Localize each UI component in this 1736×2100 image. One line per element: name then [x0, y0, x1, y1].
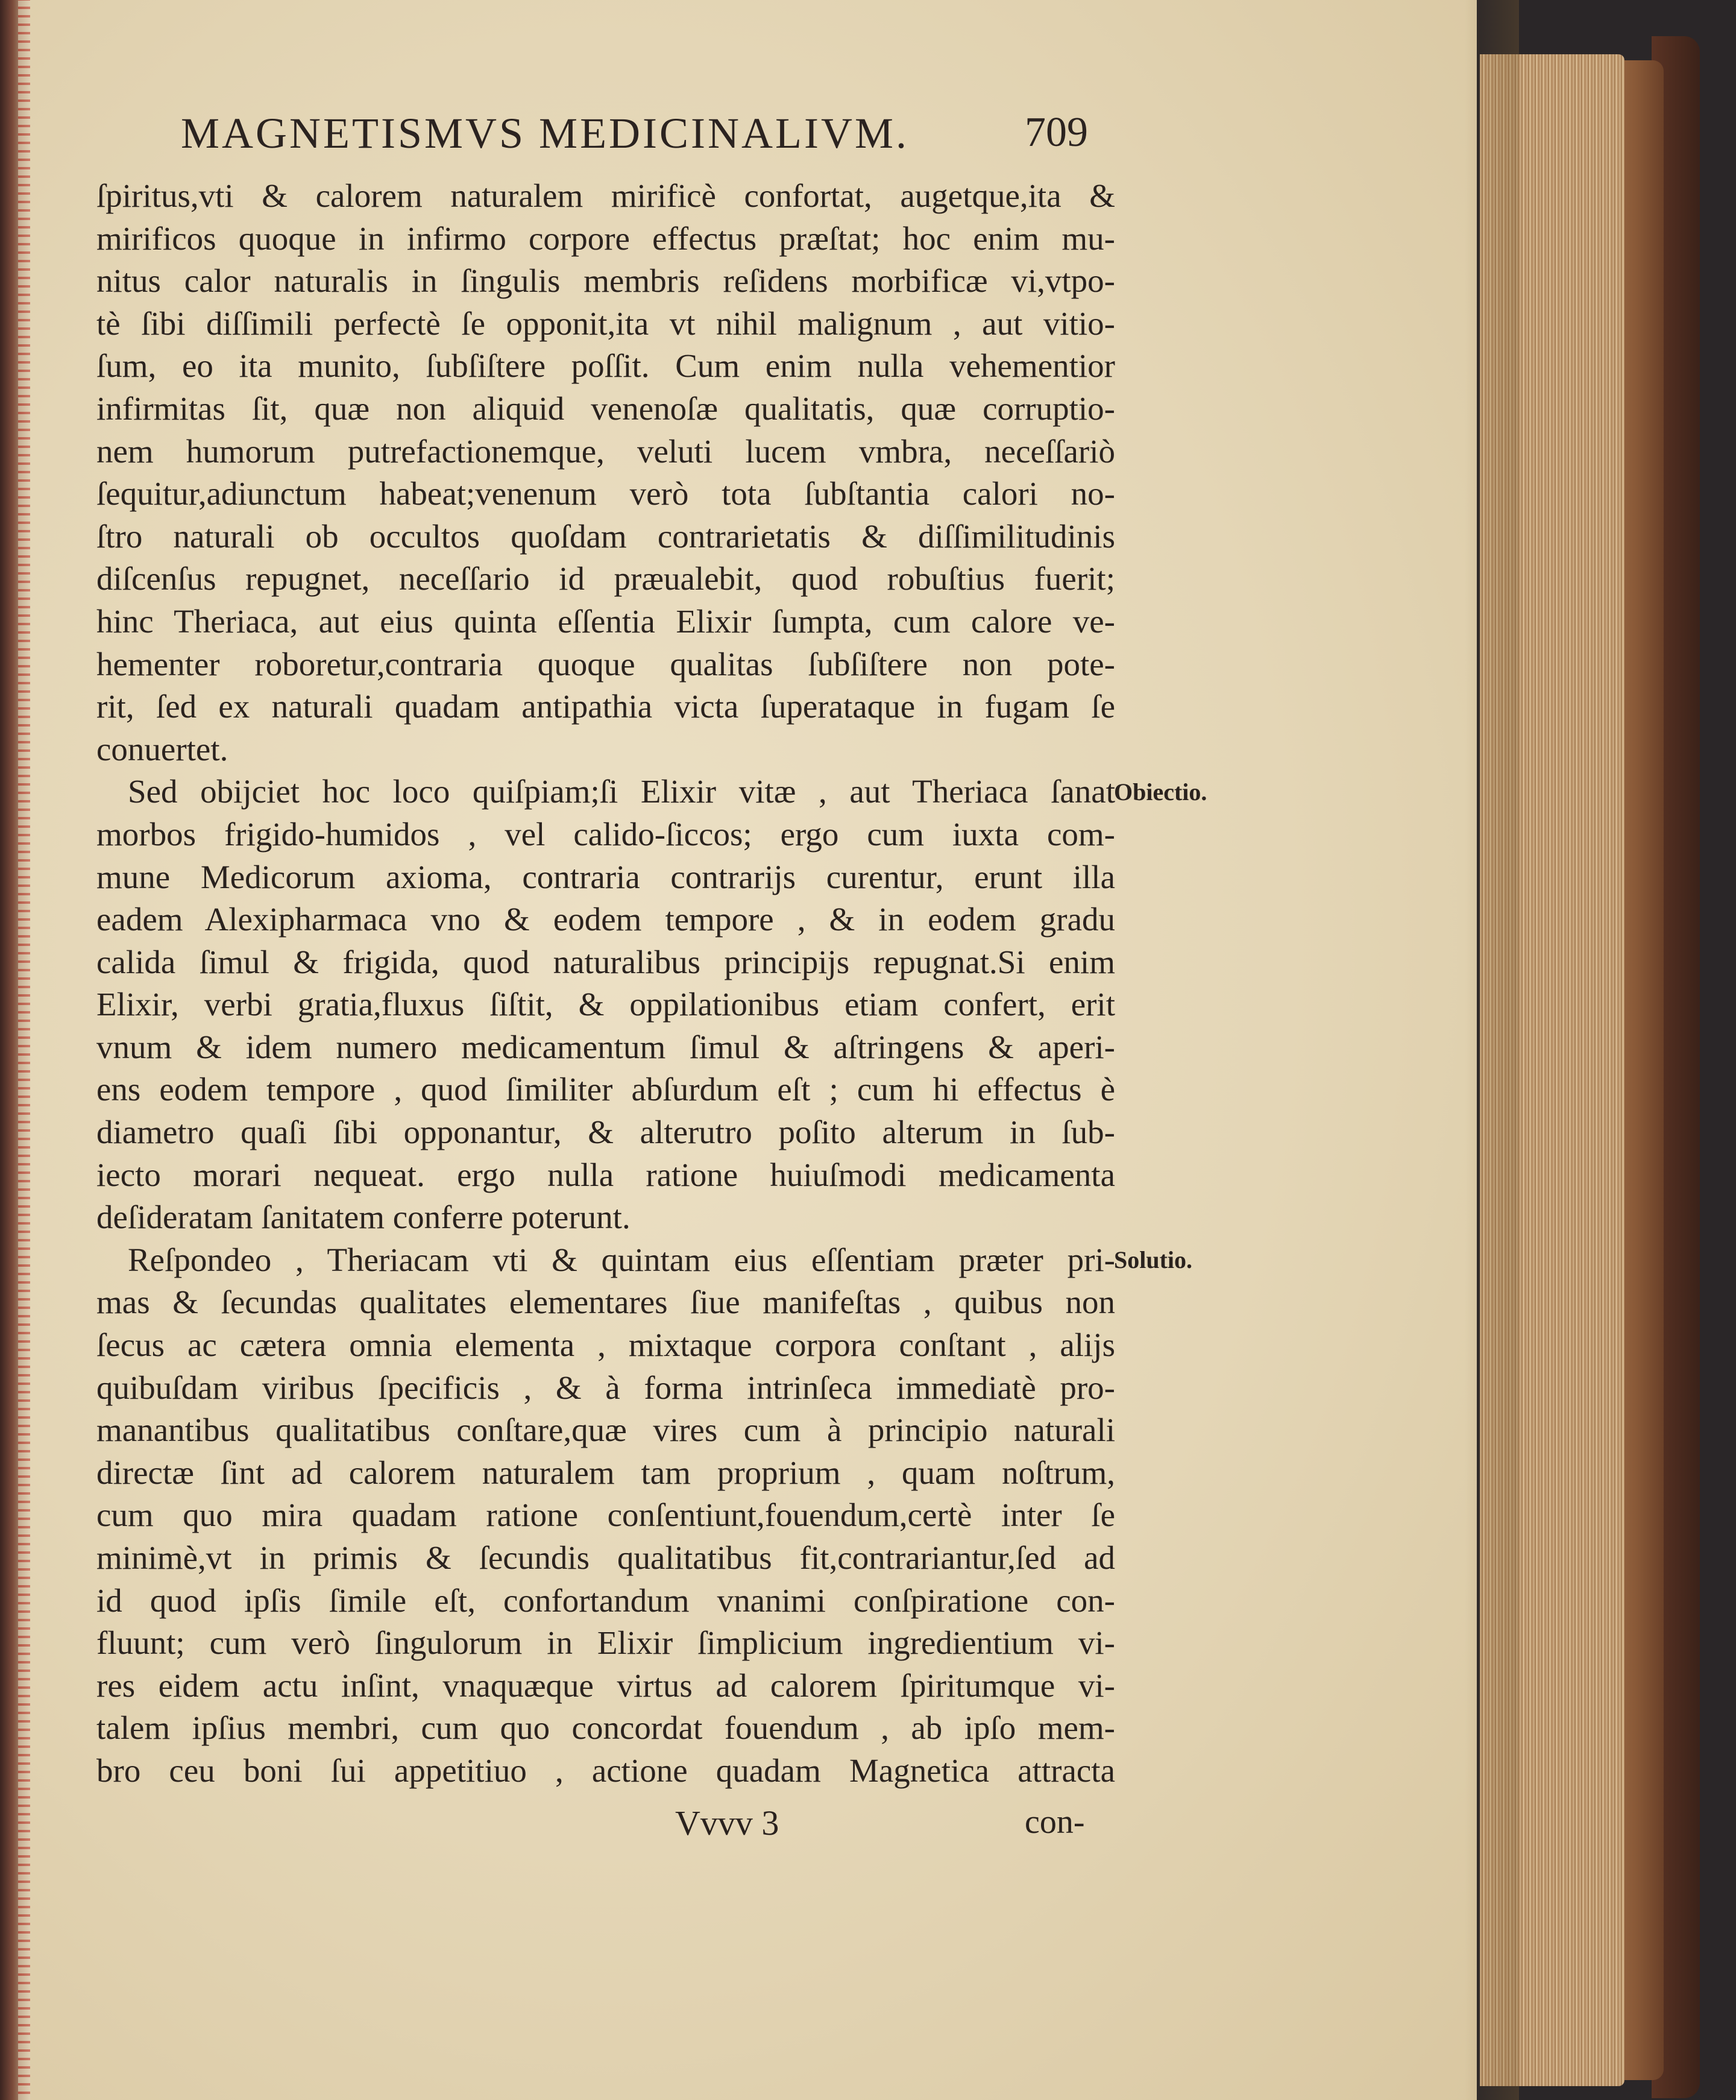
- text-line: Reſpondeo , Theriacam vti & quintam eius eſſentiam præter pri-: [128, 1241, 1115, 1278]
- text-line: ſequitur,adiunctum habeat;venenum verò tota ſubſtantia calori no-: [96, 475, 1115, 512]
- text-line: eadem Alexipharmaca vno & eodem tempore , & in eodem gradu: [96, 901, 1115, 938]
- text-line: Sed obijciet hoc loco quiſpiam;ſi Elixir vitæ , aut Theriaca ſanat: [128, 773, 1115, 810]
- text-line: mas & ſecundas qualitates elementares ſiue manifeſtas , quibus non: [96, 1284, 1115, 1321]
- text-line: diametro quaſi ſibi opponantur, & alterutro poſito alterum in ſub-: [96, 1114, 1115, 1151]
- text-line: conuertet.: [96, 730, 228, 768]
- text-line: nem humorum putrefactionemque, veluti lucem vmbra, neceſſariò: [96, 432, 1115, 470]
- signature-mark: Vvvv 3: [675, 1803, 779, 1843]
- text-line: calida ſimul & frigida, quod naturalibus principijs repugnat.Si enim: [96, 943, 1115, 980]
- header-title: MAGNETISMVS MEDICINALIVM.: [181, 109, 909, 157]
- text-line: mune Medicorum axioma, contraria contrarijs curentur, erunt illa: [96, 858, 1115, 895]
- text-line: manantibus qualitatibus conſtare,quæ vires cum à principio naturali: [96, 1411, 1115, 1449]
- text-line: cum quo mira quadam ratione conſentiunt,fouendum,certè inter ſe: [96, 1496, 1115, 1534]
- text-line: infirmitas ſit, quæ non aliquid venenoſæ qualitatis, quæ corruptio-: [96, 389, 1115, 427]
- running-header: [181, 102, 1145, 169]
- text-line: morbos frigido-humidos , vel calido-ſiccos; ergo cum iuxta com-: [96, 815, 1115, 853]
- text-line: directæ ſint ad calorem naturalem tam proprium , quam noſtrum,: [96, 1454, 1115, 1491]
- page-number: 709: [1025, 109, 1088, 156]
- text-line: fluunt; cum verò ſingulorum in Elixir ſimplicium ingredientium vi-: [96, 1624, 1115, 1662]
- text-line: quibuſdam viribus ſpecificis , & à forma intrinſeca immediatè pro-: [96, 1369, 1115, 1406]
- text-line: deſideratam ſanitatem conferre poterunt.: [96, 1199, 631, 1236]
- text-line: mirificos quoque in infirmo corpore effectus præſtat; hoc enim mu-: [96, 219, 1115, 257]
- text-line: minimè,vt in primis & ſecundis qualitatibus fit,contrariantur,ſed ad: [96, 1539, 1115, 1576]
- text-line: id quod ipſis ſimile eſt, confortandum vnanimi conſpiratione con-: [96, 1581, 1115, 1619]
- body-text: [96, 175, 1115, 1793]
- text-line: diſcenſus repugnet, neceſſario id præualebit, quod robuſtius fuerit;: [96, 560, 1115, 598]
- headband: [18, 0, 31, 2100]
- text-line: nitus calor naturalis in ſingulis membris reſidens morbificæ vi,vtpo-: [96, 262, 1115, 300]
- text-line: ſpiritus,vti & calorem naturalem mirificè confortat, augetque,ita &: [96, 177, 1115, 214]
- text-line: ſum, eo ita munito, ſubſiſtere poſſit. Cum enim nulla vehementior: [96, 347, 1115, 385]
- text-line: tè ſibi diſſimili perfectè ſe opponit,ita vt nihil malignum , aut vitio-: [96, 304, 1115, 342]
- text-line: hementer roboretur,contraria quoque qualitas ſubſiſtere non pote-: [96, 645, 1115, 683]
- margin-note-solutio: Solutio.: [1114, 1246, 1193, 1273]
- text-line: ſecus ac cætera omnia elementa , mixtaque corpora conſtant , alijs: [96, 1326, 1115, 1364]
- margin-note-objectio: Obiectio.: [1114, 778, 1207, 806]
- text-line: rit, ſed ex naturali quadam antipathia victa ſuperataque in fugam ſe: [96, 688, 1115, 725]
- text-line: talem ipſius membri, cum quo concordat fouendum , ab ipſo mem-: [96, 1709, 1115, 1747]
- text-line: ſtro naturali ob occultos quoſdam contrarietatis & diſſimilitudinis: [96, 517, 1115, 555]
- text-line: res eidem actu inſint, vnaquæque virtus ad calorem ſpiritumque vi-: [96, 1666, 1115, 1704]
- text-line: bro ceu boni ſui appetitiuo , actione quadam Magnetica attracta: [96, 1752, 1115, 1789]
- page-gutter-shadow: [1465, 0, 1519, 2100]
- text-line: hinc Theriaca, aut eius quinta eſſentia Elixir ſumpta, cum calore ve-: [96, 602, 1115, 640]
- text-line: ens eodem tempore , quod ſimiliter abſurdum eſt ; cum hi effectus è: [96, 1071, 1115, 1108]
- text-line: Elixir, verbi gratia,fluxus ſiſtit, & oppilationibus etiam confert, erit: [96, 986, 1115, 1023]
- catchword: con-: [1025, 1803, 1085, 1841]
- text-line: iecto morari nequeat. ergo nulla ratione huiuſmodi medicamenta: [96, 1156, 1115, 1193]
- text-line: vnum & idem numero medicamentum ſimul & aſtringens & aperi-: [96, 1028, 1115, 1065]
